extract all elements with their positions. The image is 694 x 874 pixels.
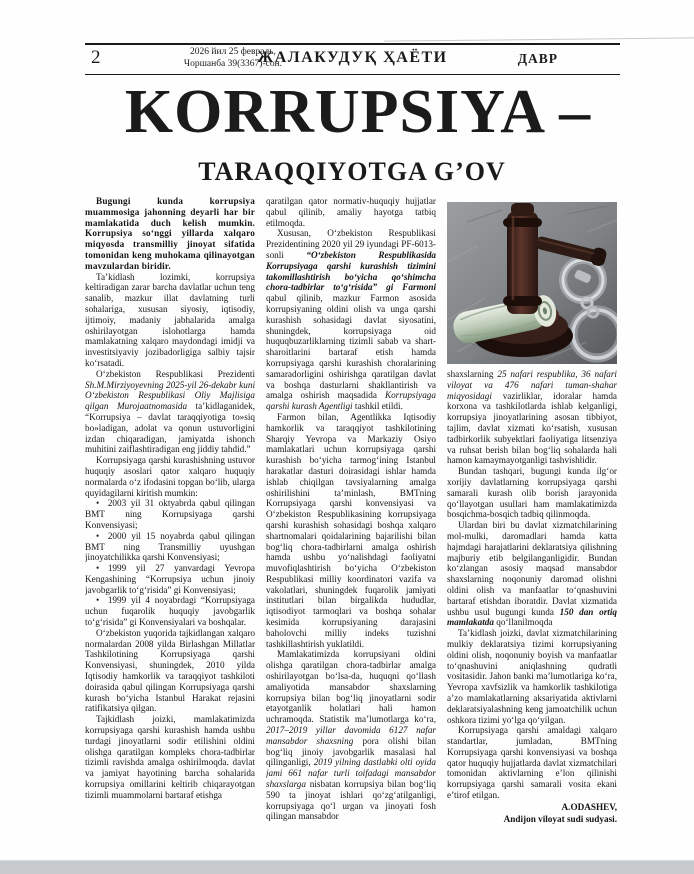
article-paragraph: Tajkidlash joizki, mamlakatimizda korrupsiyaga qarshi kurashish hamda ushbu turdagi jinoyatlarni sodir etilishini oldini olishga qaratilgan kompleks chora-tadbirlar tizimli ravishda amalga oshirilmoqda. davlat va jamiyat hayotining barcha sohalarida korrupsiya omillarini keltirib chiqarayotgan tizimli muammolarni bartaraf etishga [85,714,255,800]
newspaper-title: ЖАЛАКУДУҚ ҲАЁТИ [257,49,448,66]
article-column-1 [85,196,255,858]
article-paragraph: shaxslarning 25 nafari respublika, 36 nafari viloyat va 476 nafari tuman-shahar miqyosidagi vazirliklar, idoralar hamda korxona va tashkilotlarda ishlab kelganligi, korrupsiya jinoyatlarining asosan tibbiyot, tajlim, davlat xizmati ko‘rsatish, xususan tadbirkorlik subyektlari faoliyatiga litsenziya va ruhsat berish bilan bog‘liq sohalarda hali hamon kamaymayotganligi tashvishlidir. [447,369,617,466]
article-paragraph: Korrupsiyaga qarshi amaldagi xalqaro standartlar, jumladan, BMTning Korrupsiyaga qarshi konvensiyasi va boshqa qator huquqiy hujjatlarda davlat xizmatchilari tomonidan aktivlarning e’lon qilinishi korrupsiyaga qarshi samarali vosita ekani e’tirof etilgan. [447,725,617,801]
article-column-3 [447,196,617,858]
article-paragraph: O‘zbekiston yuqorida tajkidlangan xalqaro normalardan 2008 yilda Birlashgan Millatlar Tashkilotining Korrupsiyaga qarshi Konvensiyasi, shuningdek, 2010 yilda Iqtisodiy hamkorlik va taraqqiyot tashkiloti doirasida qabul qilingan Korrupsiyaga qarshi kurash bo‘yicha Istanbul Harakat rejasini ratifikatsiya qilgan. [85,627,255,714]
article-paragraph: qaratilgan qator normativ-huquqiy hujjatlar qabul qilinib, amaliy hayotga tatbiq etilmoqda. [266,196,436,228]
byline: A.ODASHEV, [561,801,617,812]
article-paragraph: Ta’kidlash lozimki, korrupsiya keltiradigan zarar barcha davlatlar uchun teng sanalib, mazkur illat davlatning turli sohalariga, xususan siyosiy, iqtisodiy, ijtimoiy, madaniy jabhalarida amalga oshirilayotgan islohotlarga hamda mamlakatning xalqaro maydondagi imidji va investitsiyaviy jozibadorligiga salbiy tajsir ko‘rsatadi. [85,271,255,368]
article-paragraph: • 1999 yil 27 yanvardagi Yevropa Kengashining “Korrupsiya uchun jinoiy javobgarlik to‘g‘risida” gi Konvensiyasi; [85,563,255,595]
article-paragraph: Ta’kidlash joizki, davlat xizmatchilarining mulkiy deklaratsiya tizimi korrupsiyaning oldini olish, noqonuniy boyish va manfaatlar to‘qnashuvini aniqlashning qudratli vositasidir. Jahon banki ma’lumotlariga ko‘ra, Yevropa xavfsizlik va hamkorlik tashkilotiga a’zo mamlakatlarning aksariyatida aktivlarni deklaratsiyalashning keng jamoatchilik uchun oshkora tizimi yo‘lga qo‘yilgan. [447,628,617,725]
article-paragraph: Korrupsiyaga qarshi kurashishning ustuvor huquqiy asoslari qator xalqaro huquqiy normalarda o‘z ifodasini topgan bo‘lib, ularga quyidagilarni kiritish mumkin: [85,455,255,498]
article-paragraph: • 1999 yil 4 noyabrdagi “Korrupsiyaga uchun fuqarolik huquqiy javobgarlik to‘g‘risida” gi Konvensiyalari va boshqalar. [85,595,255,628]
article-paragraph: Ulardan biri bu davlat xizmatchilarining mol-mulki, daromadlari hamda katta hajmdagi harajatlarini deklaratsiya qilishning majburiy etib belgilanganligidir. Bundan ko‘zlangan asosiy maqsad mansabdor shaxslarning noqonuniy daromad olishni oldini olish va manfaatlar to‘qnashuvini bartaraf etishdan iboratdir. Davlat xizmatida ushbu usul bugungi kunda 150 dan ortiq mamlakatda qo‘llanilmoqda [447,520,617,628]
article-subtitle: TARAQQIYOTGA G’OV [198,157,506,186]
article-column-2 [266,196,436,858]
article-paragraph: O‘zbekiston Respublikasi Prezidenti Sh.M.Mirziyoyevning 2025-yil 26-dekabr kuni O‘zbekiston Respublikasi Oliy Majlisiga qilgan Murojaatnomasida ta’kidlaganidek, “Korrupsiya – davlat taraqqiyotiga to»siq bo»ladigan, adolat va qonun ustuvorligini izdan chiqaradigan, jamiyatda ishonch muhitini zaiflashtiradigan eng jiddiy tahdid.” [85,368,255,455]
section-label: ДАВР [517,51,558,66]
scan-artifact-line [384,37,694,41]
article-paragraph: • 2003 yil 31 oktyabrda qabul qilingan BMT ning Korrupsiyaga qarshi Konvensiyasi; [85,498,255,530]
article-paragraph: Mamlakatimizda korrupsiyani oldini olishga qaratilgan chora-tadbirlar amalga oshirilayotgan bo‘lsa-da, huquqni qo‘llash amaliyotida mansabdor shaxslarning korrupsiya bilan bog‘liq jinoyatlarni sodir etayotganlik holatlari hali hamon uchramoqda. Statistik ma’lumotlarga ko‘ra, 2017–2019 yillar davomida 6127 nafar mansabdor shaxsning pora olishi bilan bog‘liq jinoiy javobgarlik masalasi hal qilinganligi, 2019 yilning dastlabki olti oyida jami 661 nafar turli toifadagi mansabdor shaxslarga nisbatan korrupsiya bilan bog‘liq 590 ta jinoyat ishlari qo‘zg‘atilganligi, korrupsiyaga qo‘l urgan va jinoyati fosh qilingan mansabdor [266,649,436,822]
page-header [85,43,620,75]
article-body [85,196,617,858]
article-paragraph: Bugungi kunda korrupsiya muammosiga jahonning deyarli har bir mamlakatida duch kelish mumkin. Korrupsiya so‘nggi yillarda xalqaro miqyosda transmilliy jinoyat sifatida tomonidan keng muhokama qilinayotgan mavzulardan biridir. [85,196,255,271]
bullet-icon: • [96,563,108,574]
gavel-money-handcuffs-photo [447,202,617,364]
issue-date-line2: Чоршанба 39(3367)-сон. [183,58,283,69]
article-paragraph: Bundan tashqari, bugungi kunda ilg‘or xorijiy davlatlarning korrupsiyaga qarshi samarali kurash olib borish jarayonida qo‘llayotgan usullari ham mamlakatimizda bosqichma-bosqich tadbiq qilinmoqda. [447,466,617,520]
article-paragraph: Xususan, O‘zbekiston Respublikasi Prezidentining 2020 yil 29 iyundagi PF-6013-sonli “O‘zbekiston Respublikasida Korrupsiyaga qarshi kurashish tizimini takomillashtirish bo‘yicha qo‘shimcha chora-tadbirlar to‘g‘risida” gi Farmoni qabul qilinib, mazkur Farmon asosida korrupsiyaning oldini olish va unga qarshi kurashish sohasidagi davlat siyosatini, shuningdek, korrupsiyaga oid huquqbuzarliklarning tizimli sabab va shart-sharoitlarini bartaraf etish hamda korrupsiyaga qarshi kurashish choralarining samaradorligini oshirishga qaratilgan davlat va boshqa dasturlarni shakllantirish va amalga oshirish maqsadida Korrupsiyaga qarshi kurash Agentligi tashkil etildi. [266,228,436,412]
article-paragraph: Farmon bilan, Agentlikka Iqtisodiy hamkorlik va taraqqiyot tashkilotining Sharqiy Yevropa va Markaziy Osiyo mamlakatlari uchun korrupsiyaga qarshi kurashish bo‘yicha tarmog‘ining Istanbul harakatlar dasturi doirasidagi ishlar hamda ishlab chiqilgan tavsiyalarning amalga oshirilishini ta’minlash, BMTning Korrupsiyaga qarshi konvensiyasi va O‘zbekiston Respublikasining korrupsiyaga qarshi kurashish sohasidagi boshqa xalqaro shartnomalari qoidalarining bajarilishi bilan bog‘liq chora-tadbirlarni amalga oshirish hamda ushbu yo‘nalishdagi faoliyatni muvofiqlashtirish bo‘yicha O‘zbekiston Respublikasi milliy koordinatori vazifa va vakolatlari, shuningdek fuqarolik jamiyati institutlari bilan birgalikda hududlar, iqtisodiyot tarmoqlari va boshqa sohalar kesimida korrupsiyaning darajasini baholovchi milliy indeks tuzishni tashkillashtirish yuklatildi. [266,411,436,649]
article-title: KORRUPSIYA – [124,78,592,146]
page-bottom-edge [0,860,694,874]
bullet-icon: • [96,498,108,509]
issue-date-line1: 2026 йил 25 февраль, [190,47,276,57]
bullet-icon: • [96,595,108,606]
bullet-icon: • [96,530,108,541]
page-number: 2 [91,47,101,68]
article-paragraph: • 2000 yil 15 noyabrda qabul qilingan BMT ning Transmilliy uyushgan jinoyatchilikka qarshi Konvensiyasi; [85,530,255,563]
byline: Andijon viloyat sudi sudyasi. [503,813,617,824]
